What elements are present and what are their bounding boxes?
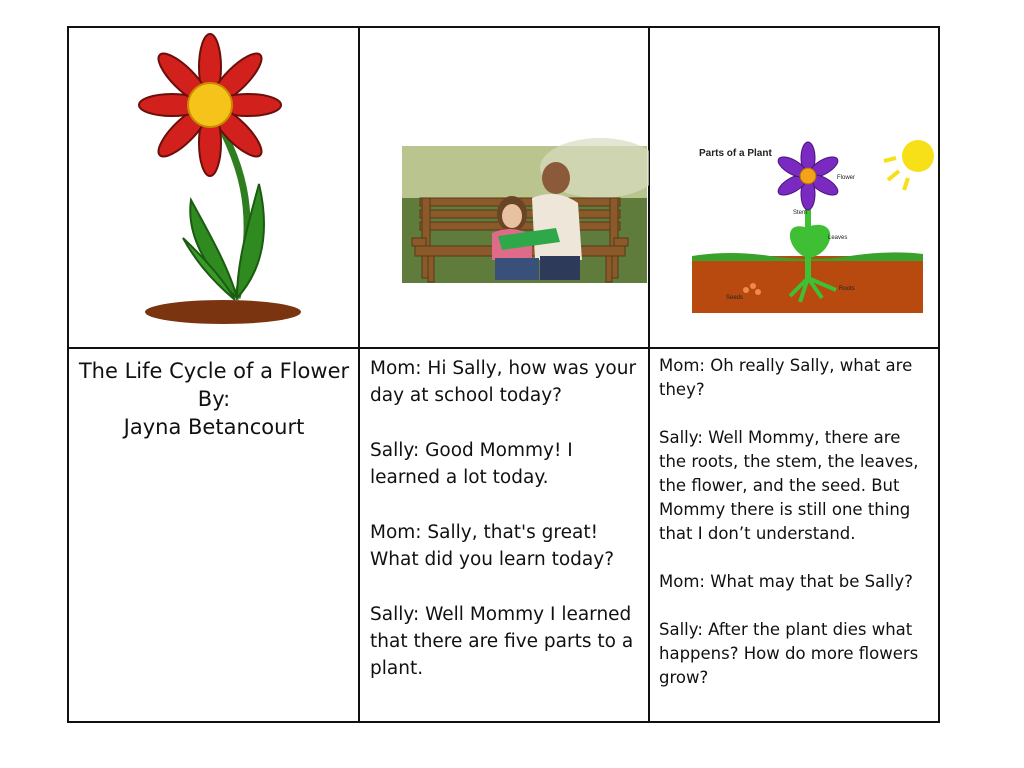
- reading-photo-cell: [360, 28, 649, 348]
- author-name: Jayna Betancourt: [123, 415, 305, 439]
- dialogue-line: Sally: Well Mommy, there are the roots, the stem, the leaves, the flower, and the seed. But Mommy there is still one thing that I don’t understand.: [659, 428, 919, 543]
- label-stem: Stem: [793, 210, 808, 216]
- story-title: The Life Cycle of a Flower: [78, 359, 350, 383]
- dialogue-line: Mom: Oh really Sally, what are they?: [659, 356, 913, 399]
- dialogue-line: Mom: What may that be Sally?: [659, 572, 913, 591]
- title-cell: [69, 349, 359, 723]
- dialogue-line: Mom: Hi Sally, how was your day at school today?: [370, 358, 637, 406]
- label-seeds: Seeds: [726, 295, 744, 301]
- label-roots: Roots: [839, 286, 855, 292]
- dialogue-cell-2: [650, 349, 940, 723]
- storyboard-table: [67, 26, 940, 723]
- label-flower: Flower: [837, 175, 856, 181]
- dialogue-line: Sally: After the plant dies what happens? How do more flowers grow?: [659, 620, 919, 687]
- label-leaves: Leaves: [828, 235, 848, 241]
- diagram-title: Parts of a Plant: [699, 148, 772, 159]
- parts-of-a-plant-diagram: [650, 28, 940, 348]
- flower-clipart-cell: [69, 28, 359, 348]
- dialogue-cell-1: [360, 349, 649, 723]
- dialogue-line: Sally: Well Mommy I learned that there are five parts to a plant.: [370, 604, 634, 679]
- dialogue-line: Sally: Good Mommy! I learned a lot today.: [370, 440, 573, 488]
- flower-head: [139, 34, 281, 176]
- plant-diagram-cell: [650, 28, 940, 348]
- mother-daughter-reading-photo: [360, 28, 649, 348]
- soil-mound: [145, 300, 301, 324]
- byline-label: By:: [197, 387, 231, 411]
- dialogue-line: Mom: Sally, that's great! What did you learn today?: [370, 522, 615, 570]
- red-flower-clipart: [69, 28, 359, 348]
